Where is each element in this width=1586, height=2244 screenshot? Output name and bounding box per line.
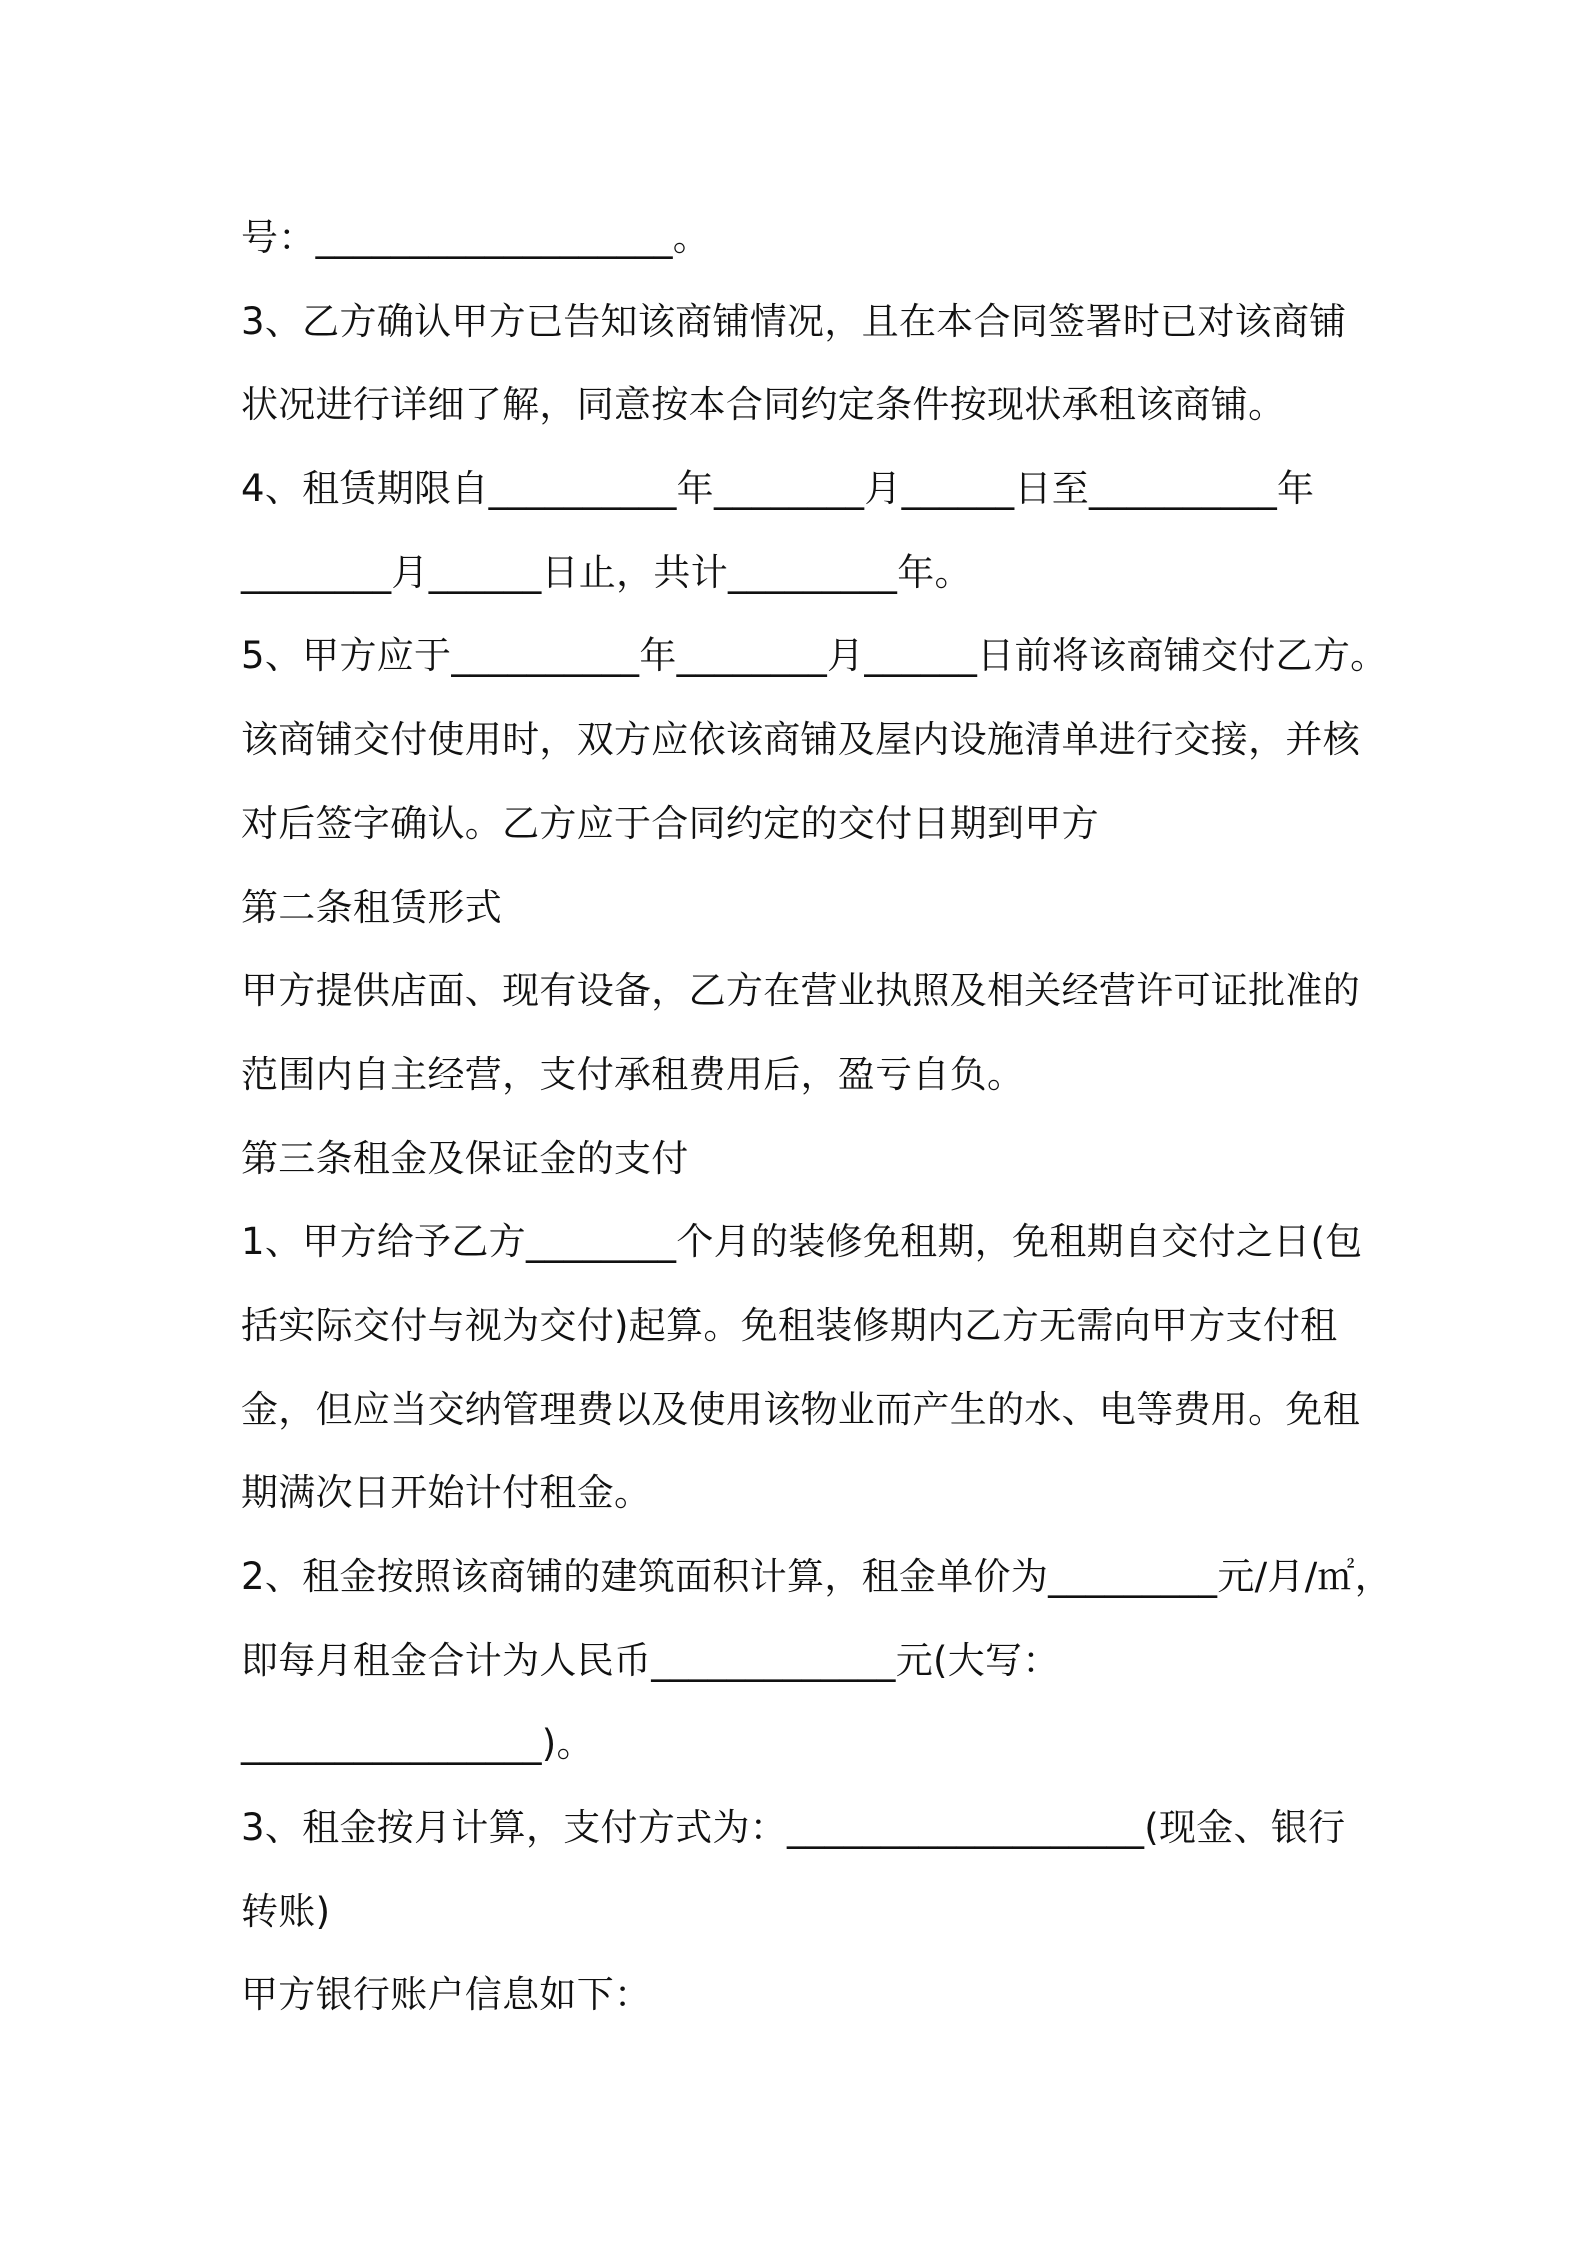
text-line-10: 甲方提供店面、现有设备，乙方在营业执照及相关经营许可证批准的 [241, 969, 1360, 1013]
text-line-14: 括实际交付与视为交付)起算。免租装修期内乙方无需向甲方支付租 [241, 1303, 1338, 1347]
document-body [241, 196, 1491, 2037]
text-line-16: 期满次日开始计付租金。 [241, 1471, 652, 1515]
text-line-11: 范围内自主经营，支付承租费用后，盈亏自负。 [241, 1052, 1025, 1096]
text-line-21: 转账) [241, 1889, 331, 1933]
text-line-22: 甲方银行账户信息如下： [241, 1973, 652, 2017]
text-line-20: 3、租金按月计算，支付方式为：___________________(现金、银行 [241, 1806, 1346, 1850]
text-line-07: 该商铺交付使用时，双方应依该商铺及屋内设施清单进行交接，并核 [241, 718, 1360, 762]
text-line-06: 5、甲方应于__________年________月______日前将该商铺交付乙方。 [241, 634, 1388, 678]
text-line-04: 4、租赁期限自__________年________月______日至__________年 [241, 467, 1315, 511]
text-line-03: 状况进行详细了解，同意按本合同约定条件按现状承租该商铺。 [241, 383, 1286, 427]
text-line-02: 3、乙方确认甲方已告知该商铺情况，且在本合同签署时已对该商铺 [241, 299, 1347, 343]
text-line-15: 金，但应当交纳管理费以及使用该物业而产生的水、电等费用。免租 [241, 1387, 1360, 1431]
text-line-08: 对后签字确认。乙方应于合同约定的交付日期到甲方 [241, 801, 1099, 845]
text-line-05: ________月______日止，共计_________年。 [241, 550, 972, 594]
text-line-01: 号：___________________。 [241, 216, 711, 259]
text-line-18: 即每月租金合计为人民币_____________元(大写： [241, 1638, 1060, 1682]
section-heading-2: 第二条租赁形式 [241, 885, 503, 929]
text-line-13: 1、甲方给予乙方________个月的装修免租期，免租期自交付之日(包 [241, 1220, 1363, 1264]
text-line-19: ________________)。 [241, 1722, 594, 1766]
section-heading-3: 第三条租金及保证金的支付 [241, 1136, 689, 1180]
text-line-17: 2、租金按照该商铺的建筑面积计算，租金单价为_________元/月/㎡， [241, 1555, 1393, 1598]
